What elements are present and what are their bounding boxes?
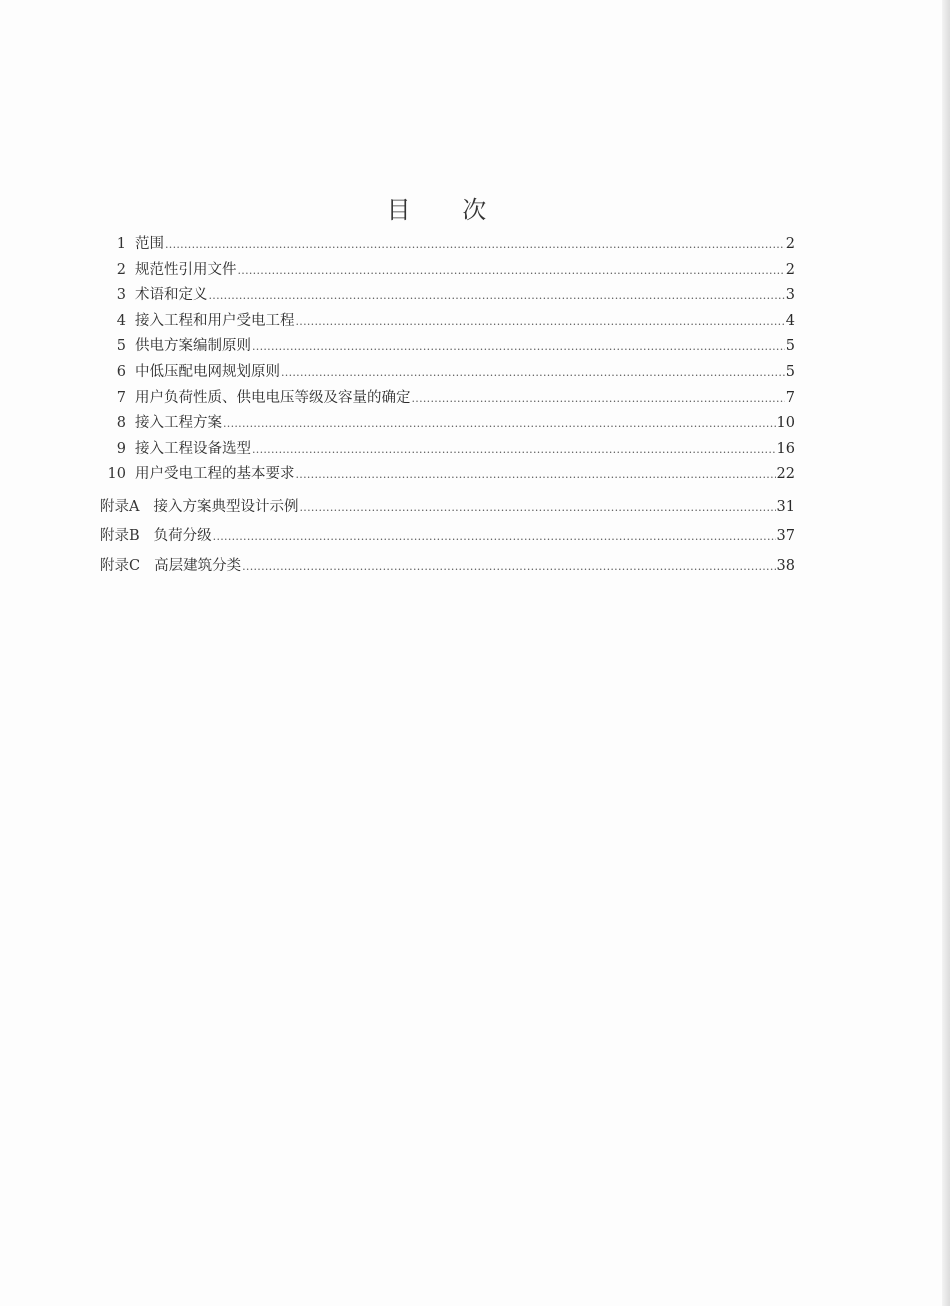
toc-entry-number: 7 — [116, 389, 126, 406]
appendix-title: 负荷分级 — [153, 528, 212, 545]
toc-entry-page: 10 — [776, 415, 795, 432]
toc-entry-title: 中低压配电网规划原则 — [135, 363, 280, 380]
toc-entry-title: 接入工程设备选型 — [135, 440, 251, 457]
toc-entry-page: 2 — [785, 261, 795, 278]
toc-entry-page: 5 — [785, 338, 795, 355]
appendix-title: 高层建筑分类 — [154, 557, 242, 574]
toc-leader-dots — [281, 360, 785, 386]
toc-entry-2[interactable] — [100, 258, 795, 284]
toc-appendix-b[interactable] — [100, 522, 795, 551]
toc-entry-number: 5 — [116, 338, 126, 355]
toc-entry-6[interactable] — [100, 360, 795, 386]
toc-leader-dots — [296, 309, 785, 335]
table-of-contents — [100, 232, 795, 581]
toc-entry-title: 接入工程和用户受电工程 — [135, 312, 295, 329]
toc-entry-page: 7 — [785, 389, 795, 406]
toc-entry-number: 4 — [116, 312, 126, 329]
toc-entry-title: 用户负荷性质、供电电压等级及容量的确定 — [135, 389, 411, 406]
toc-appendix-c[interactable] — [100, 552, 795, 581]
toc-entry-page: 16 — [776, 440, 795, 457]
toc-leader-dots — [238, 258, 785, 284]
toc-entry-number: 3 — [116, 287, 126, 304]
toc-leader-dots — [252, 334, 785, 360]
toc-leader-dots — [296, 462, 776, 488]
toc-entry-4[interactable] — [100, 309, 795, 335]
toc-entry-page: 22 — [776, 466, 795, 483]
toc-entry-page: 3 — [785, 287, 795, 304]
appendix-page: 38 — [776, 557, 795, 574]
appendix-title: 接入方案典型设计示例 — [153, 498, 299, 515]
toc-entry-10[interactable] — [100, 462, 795, 488]
toc-entry-1[interactable] — [100, 232, 795, 258]
appendix-label: 附录C — [100, 557, 141, 574]
toc-entry-page: 4 — [785, 312, 795, 329]
toc-entry-number: 9 — [116, 440, 126, 457]
appendix-label: 附录B — [100, 528, 140, 545]
toc-entry-number: 2 — [116, 261, 126, 278]
toc-leader-dots — [412, 386, 785, 412]
toc-leader-dots — [165, 232, 785, 258]
toc-leader-dots — [209, 283, 785, 309]
page-title: 目 次 — [386, 196, 509, 224]
toc-entry-number: 1 — [116, 236, 126, 252]
page-edge-shadow — [942, 0, 950, 1306]
toc-entry-number: 10 — [107, 466, 126, 483]
toc-entry-9[interactable] — [100, 437, 795, 463]
toc-entry-7[interactable] — [100, 386, 795, 412]
toc-entry-3[interactable] — [100, 283, 795, 309]
toc-leader-dots — [242, 552, 775, 581]
appendix-page: 31 — [776, 498, 795, 515]
toc-entry-title: 术语和定义 — [135, 287, 208, 304]
toc-entry-title: 接入工程方案 — [135, 415, 222, 432]
toc-leader-dots — [299, 493, 775, 522]
toc-entry-page: 2 — [785, 236, 795, 252]
appendix-page: 37 — [776, 528, 795, 545]
toc-entry-title: 范围 — [135, 236, 164, 252]
toc-leader-dots — [223, 411, 776, 437]
toc-leader-dots — [252, 437, 776, 463]
toc-entry-title: 用户受电工程的基本要求 — [135, 466, 295, 483]
toc-entry-8[interactable] — [100, 411, 795, 437]
toc-leader-dots — [213, 522, 776, 551]
appendix-label: 附录A — [100, 498, 140, 515]
toc-entry-number: 8 — [116, 415, 126, 432]
toc-entry-5[interactable] — [100, 334, 795, 360]
toc-entry-title: 供电方案编制原则 — [135, 338, 251, 355]
toc-entry-number: 6 — [116, 363, 126, 380]
toc-entry-page: 5 — [785, 363, 795, 380]
toc-entry-title: 规范性引用文件 — [135, 261, 237, 278]
toc-appendix-a[interactable] — [100, 493, 795, 522]
